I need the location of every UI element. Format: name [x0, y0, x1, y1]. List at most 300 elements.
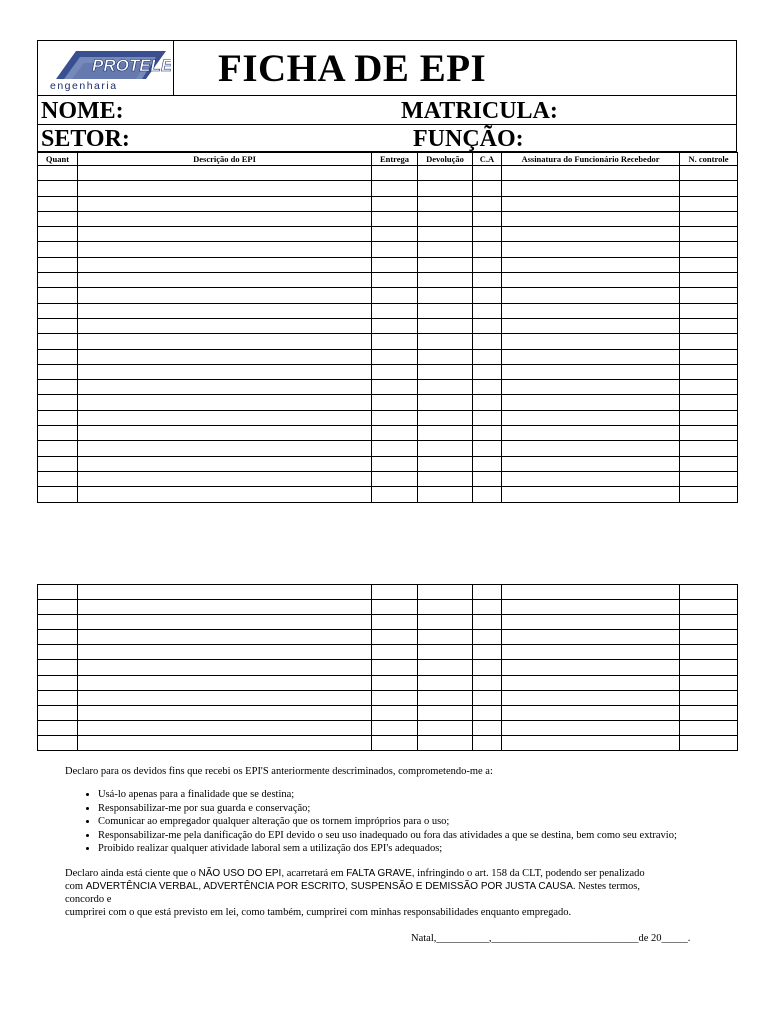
table-cell[interactable]: [473, 487, 502, 502]
table-row: [38, 487, 738, 502]
table-row: [38, 441, 738, 456]
table-cell[interactable]: [38, 600, 78, 615]
table-cell[interactable]: [680, 380, 738, 395]
svg-text:engenharia: engenharia: [50, 80, 118, 92]
table-cell[interactable]: [502, 410, 680, 425]
table-cell[interactable]: [502, 735, 680, 750]
table-cell[interactable]: [473, 303, 502, 318]
table-cell[interactable]: [38, 364, 78, 379]
table-cell[interactable]: [372, 257, 418, 272]
table-cell[interactable]: [38, 242, 78, 257]
table-row: [38, 273, 738, 288]
funcao-label: FUNÇÃO:: [413, 126, 524, 152]
table-cell[interactable]: [372, 585, 418, 600]
table-cell[interactable]: [418, 181, 473, 196]
table-cell[interactable]: [38, 273, 78, 288]
nome-label: NOME:: [41, 98, 124, 124]
table-cell[interactable]: [680, 273, 738, 288]
table-cell[interactable]: [418, 600, 473, 615]
table-cell[interactable]: [78, 487, 372, 502]
table-cell[interactable]: [78, 273, 372, 288]
table-cell[interactable]: [502, 288, 680, 303]
table-cell[interactable]: [372, 410, 418, 425]
table-row: [38, 318, 738, 333]
table-cell[interactable]: [680, 410, 738, 425]
table-cell[interactable]: [78, 257, 372, 272]
table-cell[interactable]: [473, 318, 502, 333]
table-row: [38, 288, 738, 303]
logo-divider: [173, 41, 174, 95]
list-item: • Proibido realizar qualquer atividade laboral sem a utilização dos EPI's adequados;: [98, 842, 677, 856]
table-cell[interactable]: [38, 705, 78, 720]
table-cell[interactable]: [418, 395, 473, 410]
col-controle: N. controle: [680, 153, 738, 166]
table-cell[interactable]: [473, 615, 502, 630]
table-cell[interactable]: [502, 660, 680, 675]
table-cell[interactable]: [372, 615, 418, 630]
table-cell[interactable]: [418, 630, 473, 645]
table-cell[interactable]: [473, 334, 502, 349]
table-cell[interactable]: [473, 227, 502, 242]
table-cell[interactable]: [680, 487, 738, 502]
table-cell[interactable]: [680, 303, 738, 318]
table-cell[interactable]: [38, 426, 78, 441]
col-ca: C.A: [473, 153, 502, 166]
table-cell[interactable]: [38, 349, 78, 364]
col-quant: Quant: [38, 153, 78, 166]
table-cell[interactable]: [680, 395, 738, 410]
text-segment: Declaro ainda está ciente que o: [65, 868, 199, 879]
table-cell[interactable]: [418, 690, 473, 705]
table-row: [38, 456, 738, 471]
table-cell[interactable]: [372, 273, 418, 288]
table-cell[interactable]: [418, 645, 473, 660]
table-cell[interactable]: [502, 585, 680, 600]
table-cell[interactable]: [502, 334, 680, 349]
table-cell[interactable]: [502, 166, 680, 181]
table-cell[interactable]: [372, 426, 418, 441]
table-cell[interactable]: [38, 675, 78, 690]
table-cell[interactable]: [680, 349, 738, 364]
table-row: [38, 211, 738, 226]
table-cell[interactable]: [502, 303, 680, 318]
table-cell[interactable]: [372, 471, 418, 486]
table-cell[interactable]: [372, 227, 418, 242]
table-cell[interactable]: [502, 380, 680, 395]
table-cell[interactable]: [78, 660, 372, 675]
table-cell[interactable]: [372, 660, 418, 675]
table-cell[interactable]: [680, 196, 738, 211]
table-row: [38, 196, 738, 211]
table-cell[interactable]: [680, 318, 738, 333]
table-cell[interactable]: [680, 471, 738, 486]
table-cell[interactable]: [372, 735, 418, 750]
table-cell[interactable]: [473, 471, 502, 486]
table-row: [38, 645, 738, 660]
col-devolucao: Devolução: [418, 153, 473, 166]
table-row: [38, 585, 738, 600]
table-cell[interactable]: [38, 441, 78, 456]
table-cell[interactable]: [372, 600, 418, 615]
table-cell[interactable]: [418, 615, 473, 630]
table-cell[interactable]: [372, 318, 418, 333]
table-cell[interactable]: [502, 257, 680, 272]
table-cell[interactable]: [372, 349, 418, 364]
table-cell[interactable]: [418, 705, 473, 720]
table-cell[interactable]: [78, 441, 372, 456]
table-cell[interactable]: [418, 675, 473, 690]
table-cell[interactable]: [418, 349, 473, 364]
setor-label: SETOR:: [41, 126, 130, 152]
table-cell[interactable]: [680, 288, 738, 303]
table-cell[interactable]: [418, 456, 473, 471]
table-cell[interactable]: [78, 735, 372, 750]
table-cell[interactable]: [502, 211, 680, 226]
table-cell[interactable]: [78, 585, 372, 600]
table-cell[interactable]: [680, 181, 738, 196]
declaration-paragraph-line2: [65, 880, 640, 893]
table-cell[interactable]: [680, 630, 738, 645]
table-row: [38, 349, 738, 364]
table-cell[interactable]: [372, 211, 418, 226]
table-cell[interactable]: [372, 441, 418, 456]
table-cell[interactable]: [680, 705, 738, 720]
table-cell[interactable]: [418, 166, 473, 181]
table-row: [38, 735, 738, 750]
table-cell[interactable]: [502, 349, 680, 364]
table-cell[interactable]: [502, 181, 680, 196]
table-cell[interactable]: [372, 288, 418, 303]
table-cell[interactable]: [38, 690, 78, 705]
table-cell[interactable]: [680, 720, 738, 735]
table-cell[interactable]: [78, 410, 372, 425]
table-cell[interactable]: [78, 705, 372, 720]
table-cell[interactable]: [78, 242, 372, 257]
table-row: [38, 395, 738, 410]
table-cell[interactable]: [78, 318, 372, 333]
table-cell[interactable]: [473, 410, 502, 425]
table-cell[interactable]: [78, 471, 372, 486]
table-cell[interactable]: [78, 615, 372, 630]
table-cell[interactable]: [418, 242, 473, 257]
table-cell[interactable]: [680, 690, 738, 705]
table-cell[interactable]: [418, 318, 473, 333]
table-cell[interactable]: [418, 364, 473, 379]
declaration-paragraph-line1: [65, 867, 645, 880]
table-row: [38, 615, 738, 630]
table-cell[interactable]: [680, 615, 738, 630]
declaration-paragraph-line3: concordo e: [65, 894, 112, 905]
table-cell[interactable]: [418, 441, 473, 456]
table-row: [38, 181, 738, 196]
table-cell[interactable]: [38, 585, 78, 600]
table-cell[interactable]: [473, 690, 502, 705]
table-cell[interactable]: [372, 364, 418, 379]
table-cell[interactable]: [418, 426, 473, 441]
table-cell[interactable]: [473, 441, 502, 456]
table-cell[interactable]: [418, 410, 473, 425]
table-cell[interactable]: [473, 242, 502, 257]
table-cell[interactable]: [680, 585, 738, 600]
table-cell[interactable]: [473, 585, 502, 600]
table-cell[interactable]: [38, 318, 78, 333]
table-cell[interactable]: [680, 426, 738, 441]
table-cell[interactable]: [372, 675, 418, 690]
table-cell[interactable]: [680, 211, 738, 226]
svg-text:PROTELE: PROTELE: [92, 56, 171, 75]
table-cell[interactable]: [473, 380, 502, 395]
table-cell[interactable]: [418, 735, 473, 750]
table-cell[interactable]: [502, 471, 680, 486]
table-cell[interactable]: [680, 735, 738, 750]
table-cell[interactable]: [418, 380, 473, 395]
table-cell[interactable]: [78, 720, 372, 735]
table-cell[interactable]: [78, 690, 372, 705]
col-entrega: Entrega: [372, 153, 418, 166]
table-cell[interactable]: [473, 349, 502, 364]
table-row: [38, 227, 738, 242]
table-cell[interactable]: [372, 303, 418, 318]
table-cell[interactable]: [680, 227, 738, 242]
table-cell[interactable]: [473, 426, 502, 441]
table-cell[interactable]: [680, 645, 738, 660]
table-cell[interactable]: [680, 660, 738, 675]
page-title: FICHA DE EPI: [218, 47, 487, 90]
header-divider-2: [38, 124, 736, 125]
table-cell[interactable]: [78, 227, 372, 242]
table-cell[interactable]: [372, 181, 418, 196]
table-cell[interactable]: [38, 395, 78, 410]
list-item: • Responsabilizar-me por sua guarda e conservação;: [98, 802, 677, 816]
table-cell[interactable]: [38, 227, 78, 242]
table-cell[interactable]: [372, 334, 418, 349]
table-cell[interactable]: [38, 196, 78, 211]
table-cell[interactable]: [418, 288, 473, 303]
table-cell[interactable]: [78, 675, 372, 690]
table-cell[interactable]: [38, 660, 78, 675]
table-cell[interactable]: [680, 456, 738, 471]
table-cell[interactable]: [78, 349, 372, 364]
table-row: [38, 675, 738, 690]
table-cell[interactable]: [372, 690, 418, 705]
table-row: [38, 364, 738, 379]
table-cell[interactable]: [680, 675, 738, 690]
table-cell[interactable]: [372, 456, 418, 471]
text-segment: infringindo o art. 158 da CLT, podendo ser penalizado: [414, 868, 645, 879]
table-cell[interactable]: [418, 303, 473, 318]
table-cell[interactable]: [473, 395, 502, 410]
table-cell[interactable]: [78, 395, 372, 410]
table-cell[interactable]: [372, 487, 418, 502]
table-cell[interactable]: [38, 181, 78, 196]
table-cell[interactable]: [502, 487, 680, 502]
table-cell[interactable]: [680, 334, 738, 349]
table-cell[interactable]: [78, 456, 372, 471]
table-cell[interactable]: [473, 630, 502, 645]
table-cell[interactable]: [38, 471, 78, 486]
table-cell[interactable]: [418, 660, 473, 675]
table-cell[interactable]: [680, 242, 738, 257]
table-cell[interactable]: [38, 735, 78, 750]
epi-table: [37, 152, 738, 503]
text-emphasis: FALTA GRAVE,: [346, 868, 415, 879]
table-cell[interactable]: [372, 720, 418, 735]
declaration-intro: Declaro para os devidos fins que recebi os EPI'S anteriormente descriminados, comprometendo-me a:: [65, 766, 493, 777]
table-cell[interactable]: [418, 196, 473, 211]
table-cell[interactable]: [502, 630, 680, 645]
table-row: [38, 705, 738, 720]
table-cell[interactable]: [502, 242, 680, 257]
table-row: [38, 303, 738, 318]
table-cell[interactable]: [473, 273, 502, 288]
table-row: [38, 630, 738, 645]
epi-table-continuation: [37, 584, 738, 751]
table-cell[interactable]: [38, 456, 78, 471]
table-cell[interactable]: [680, 364, 738, 379]
table-cell[interactable]: [78, 426, 372, 441]
table-cell[interactable]: [680, 166, 738, 181]
table-cell[interactable]: [473, 705, 502, 720]
table-cell[interactable]: [502, 426, 680, 441]
declaration-paragraph-line4: cumprirei com o que está previsto em lei, como também, cumprirei com minhas responsabilidades enquanto empregado.: [65, 907, 572, 918]
list-item: • Comunicar ao empregador qualquer alteração que os tornem impróprios para o uso;: [98, 815, 677, 829]
table-cell[interactable]: [372, 242, 418, 257]
table-cell[interactable]: [418, 585, 473, 600]
table-row: [38, 690, 738, 705]
table-cell[interactable]: [473, 211, 502, 226]
table-cell[interactable]: [78, 211, 372, 226]
table-cell[interactable]: [473, 257, 502, 272]
table-cell[interactable]: [473, 196, 502, 211]
table-cell[interactable]: [473, 720, 502, 735]
table-cell[interactable]: [78, 334, 372, 349]
table-row: [38, 166, 738, 181]
table-cell[interactable]: [502, 720, 680, 735]
table-row: [38, 426, 738, 441]
table-cell[interactable]: [473, 288, 502, 303]
company-logo: [46, 47, 171, 92]
table-cell[interactable]: [38, 630, 78, 645]
table-cell[interactable]: [473, 181, 502, 196]
table-cell[interactable]: [372, 645, 418, 660]
table-cell[interactable]: [502, 318, 680, 333]
table-cell[interactable]: [38, 615, 78, 630]
table-cell[interactable]: [372, 395, 418, 410]
table-row: [38, 334, 738, 349]
table-row: [38, 720, 738, 735]
table-cell[interactable]: [38, 410, 78, 425]
table-cell[interactable]: [38, 487, 78, 502]
table-cell[interactable]: [78, 288, 372, 303]
table-cell[interactable]: [680, 600, 738, 615]
col-descricao: Descrição do EPI: [78, 153, 372, 166]
table-cell[interactable]: [502, 441, 680, 456]
table-cell[interactable]: [502, 705, 680, 720]
table-cell[interactable]: [502, 645, 680, 660]
table-cell[interactable]: [502, 690, 680, 705]
list-item: • Responsabilizar-me pela danificação do EPI devido o seu uso inadequado ou fora das atividades a que se destina, bem como seu extravio;: [98, 829, 677, 843]
table-cell[interactable]: [502, 364, 680, 379]
table-cell[interactable]: [78, 645, 372, 660]
table-cell[interactable]: [372, 196, 418, 211]
table-cell[interactable]: [473, 660, 502, 675]
table-cell[interactable]: [473, 456, 502, 471]
table-cell[interactable]: [38, 334, 78, 349]
text-segment: . Nestes termos,: [572, 881, 640, 892]
table-cell[interactable]: [78, 600, 372, 615]
table-cell[interactable]: [78, 303, 372, 318]
table-cell[interactable]: [502, 600, 680, 615]
table-cell[interactable]: [680, 441, 738, 456]
table-cell[interactable]: [418, 273, 473, 288]
table-cell[interactable]: [78, 196, 372, 211]
table-cell[interactable]: [418, 257, 473, 272]
table-cell[interactable]: [38, 166, 78, 181]
table-cell[interactable]: [502, 273, 680, 288]
header-divider-1: [38, 95, 736, 96]
table-cell[interactable]: [502, 227, 680, 242]
table-cell[interactable]: [78, 181, 372, 196]
table-row: [38, 257, 738, 272]
table-cell[interactable]: [680, 257, 738, 272]
table-row: [38, 380, 738, 395]
text-emphasis: ADVERTÊNCIA VERBAL, ADVERTÊNCIA POR ESCRITO, SUSPENSÃO E DEMISSÃO POR JUSTA CAUSA: [85, 881, 573, 892]
table-cell[interactable]: [418, 211, 473, 226]
table-cell[interactable]: [78, 630, 372, 645]
table-row: [38, 600, 738, 615]
obligations-list: [80, 788, 677, 856]
text-segment: com: [65, 881, 86, 892]
table-cell[interactable]: [473, 600, 502, 615]
table-row: [38, 410, 738, 425]
table-cell[interactable]: [473, 675, 502, 690]
table-cell[interactable]: [372, 630, 418, 645]
table-cell[interactable]: [78, 166, 372, 181]
table-cell[interactable]: [78, 364, 372, 379]
table-cell[interactable]: [38, 645, 78, 660]
table-cell[interactable]: [502, 196, 680, 211]
table-cell[interactable]: [502, 395, 680, 410]
table-cell[interactable]: [473, 364, 502, 379]
table-cell[interactable]: [418, 227, 473, 242]
list-item: • Usá-lo apenas para a finalidade que se destina;: [98, 788, 677, 802]
table-cell[interactable]: [78, 380, 372, 395]
table-cell[interactable]: [38, 257, 78, 272]
table-cell[interactable]: [418, 471, 473, 486]
table-header-row: [38, 153, 738, 166]
table-cell[interactable]: [372, 705, 418, 720]
table-cell[interactable]: [372, 166, 418, 181]
table-cell[interactable]: [502, 615, 680, 630]
table-cell[interactable]: [38, 288, 78, 303]
table-cell[interactable]: [38, 303, 78, 318]
table-cell[interactable]: [473, 735, 502, 750]
table-cell[interactable]: [473, 645, 502, 660]
table-cell[interactable]: [502, 675, 680, 690]
table-cell[interactable]: [38, 720, 78, 735]
table-row: [38, 660, 738, 675]
table-cell[interactable]: [502, 456, 680, 471]
table-cell[interactable]: [418, 487, 473, 502]
table-cell[interactable]: [418, 334, 473, 349]
text-emphasis: NÃO USO DO EPI,: [198, 868, 285, 879]
table-cell[interactable]: [473, 166, 502, 181]
table-cell[interactable]: [38, 380, 78, 395]
table-row: [38, 471, 738, 486]
table-cell[interactable]: [38, 211, 78, 226]
table-cell[interactable]: [372, 380, 418, 395]
table-cell[interactable]: [418, 720, 473, 735]
